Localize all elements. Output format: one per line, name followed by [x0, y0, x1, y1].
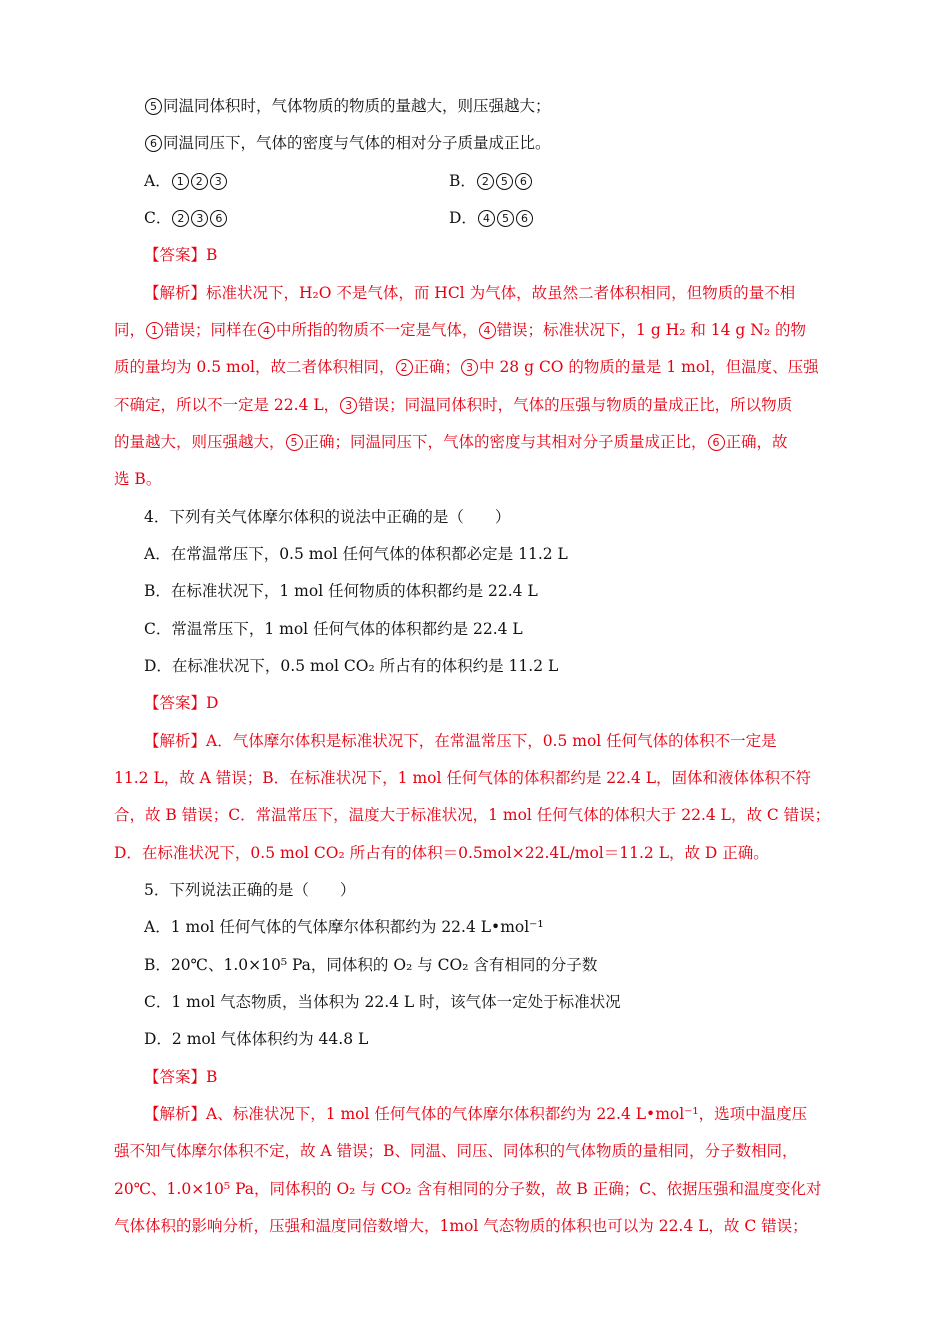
circled-number: 4 — [479, 322, 496, 339]
text-line — [114, 393, 792, 417]
circled-number: 2 — [477, 173, 494, 190]
text-span: 【解析】 — [144, 284, 207, 302]
circled-5: 5 — [145, 98, 162, 115]
text-span: 正确；同温同压下，气体的密度与其相对分子质量成正比， — [303, 433, 707, 451]
q4-stem: 4．下列有关气体摩尔体积的说法中正确的是（ ） — [144, 508, 511, 526]
circled-number: 6 — [516, 210, 533, 227]
circled-number: 5 — [496, 173, 513, 190]
circled-number: 4 — [478, 210, 495, 227]
statement-5 — [144, 94, 551, 118]
text-line: D．在标准状况下，0.5 mol CO₂ 所占有的体积＝0.5mol×22.4L/mol＝11.2 L，故 D 正确。 — [114, 844, 769, 862]
text-span: C． — [144, 209, 172, 227]
circled-number: 3 — [340, 397, 357, 414]
text-span: 错误；同温同体积时，气体的压强与物质的量成正比，所以物质 — [358, 396, 793, 414]
circled-number: 1 — [172, 173, 189, 190]
q5-option-a: A．1 mol 任何气体的气体摩尔体积都约为 22.4 L•mol⁻¹ — [144, 918, 544, 936]
circled-number: 5 — [497, 210, 514, 227]
circled-number: 3 — [191, 210, 208, 227]
q4-option-d: D．在标准状况下，0.5 mol CO₂ 所占有的体积约是 11.2 L — [144, 657, 559, 675]
text-line: 选 B。 — [114, 470, 162, 488]
text-line: 合，故 B 错误；C．常温常压下，温度大于标准状况，1 mol 任何气体的体积大于 22.4 L，故 C 错误； — [114, 806, 831, 824]
text-span: 错误；标准状况下，1 g H₂ 和 14 g N₂ 的物 — [496, 321, 806, 339]
text-line — [114, 430, 788, 454]
q5-stem: 5．下列说法正确的是（ ） — [144, 881, 356, 899]
circled-number: 6 — [210, 210, 227, 227]
text-span: 质的量均为 0.5 mol，故二者体积相同， — [114, 358, 395, 376]
text-line — [114, 355, 819, 379]
text-line — [114, 318, 806, 342]
text-span: A． — [144, 172, 171, 190]
circled-number: 2 — [191, 173, 208, 190]
text-span: 同温同体积时，气体物质的物质的量越大，则压强越大； — [163, 97, 551, 115]
text-line: 【解析】A、标准状况下，1 mol 任何气体的气体摩尔体积都约为 22.4 L•mol⁻¹，选项中温度压 — [144, 1105, 808, 1123]
circled-6: 6 — [145, 135, 162, 152]
text-span: 的量越大，则压强越大， — [114, 433, 285, 451]
q4-option-a: A．在常温常压下，0.5 mol 任何气体的体积都必定是 11.2 L — [144, 545, 568, 563]
q3-option-a — [144, 169, 228, 193]
q3-option-c — [144, 206, 228, 230]
circled-number: 3 — [210, 173, 227, 190]
q5-option-b: B．20℃、1.0×10⁵ Pa，同体积的 O₂ 与 CO₂ 含有相同的分子数 — [144, 956, 598, 974]
circled-number: 5 — [286, 434, 303, 451]
text-line: 气体体积的影响分析，压强和温度同倍数增大，1mol 气态物质的体积也可以为 22.4 L，故 C 错误； — [114, 1217, 808, 1235]
text-line: 20℃、1.0×10⁵ Pa，同体积的 O₂ 与 CO₂ 含有相同的分子数，故 B 正确；C、依据压强和温度变化对 — [114, 1180, 822, 1198]
q3-answer: 【答案】B — [144, 246, 218, 264]
circled-number: 3 — [461, 359, 478, 376]
text-span: 中所指的物质不一定是气体， — [276, 321, 478, 339]
text-span: 标准状况下，H₂O 不是气体，而 HCl 为气体，故虽然二者体积相同，但物质的量不相 — [206, 284, 796, 302]
q3-option-d — [449, 206, 534, 230]
circled-number: 4 — [258, 322, 275, 339]
q4-answer: 【答案】D — [144, 694, 219, 712]
text-span: 同温同压下，气体的密度与气体的相对分子质量成正比。 — [163, 134, 551, 152]
q3-option-b — [449, 169, 533, 193]
circled-number: 6 — [515, 173, 532, 190]
statement-6 — [144, 131, 551, 155]
text-line — [144, 281, 795, 305]
circled-number: 2 — [172, 210, 189, 227]
q5-option-d: D．2 mol 气体体积约为 44.8 L — [144, 1030, 369, 1048]
text-span: 不确定，所以不一定是 22.4 L， — [114, 396, 340, 414]
text-span: 正确，故 — [725, 433, 788, 451]
text-span: B． — [449, 172, 476, 190]
text-span: 错误；同样在 — [164, 321, 258, 339]
text-line: 11.2 L，故 A 错误；B．在标准状况下，1 mol 任何气体的体积都约是 22.4 L，固体和液体体积不符 — [114, 769, 812, 787]
circled-number: 6 — [708, 434, 725, 451]
q5-option-c: C．1 mol 气态物质，当体积为 22.4 L 时，该气体一定处于标准状况 — [144, 993, 621, 1011]
text-line: 【解析】A．气体摩尔体积是标准状况下，在常温常压下，0.5 mol 任何气体的体积不一定是 — [144, 732, 777, 750]
text-span: 中 28 g CO 的物质的量是 1 mol，但温度、压强 — [479, 358, 819, 376]
text-span: 正确； — [413, 358, 461, 376]
text-line: 强不知气体摩尔体积不定，故 A 错误；B、同温、同压、同体积的气体物质的量相同，分子数相同， — [114, 1142, 798, 1160]
q4-option-b: B．在标准状况下，1 mol 任何物质的体积都约是 22.4 L — [144, 582, 538, 600]
text-span: 同， — [114, 321, 146, 339]
q4-option-c: C．常温常压下，1 mol 任何气体的体积都约是 22.4 L — [144, 620, 523, 638]
circled-number: 1 — [146, 322, 163, 339]
circled-number: 2 — [396, 359, 413, 376]
q5-answer: 【答案】B — [144, 1068, 218, 1086]
text-span: D． — [449, 209, 477, 227]
